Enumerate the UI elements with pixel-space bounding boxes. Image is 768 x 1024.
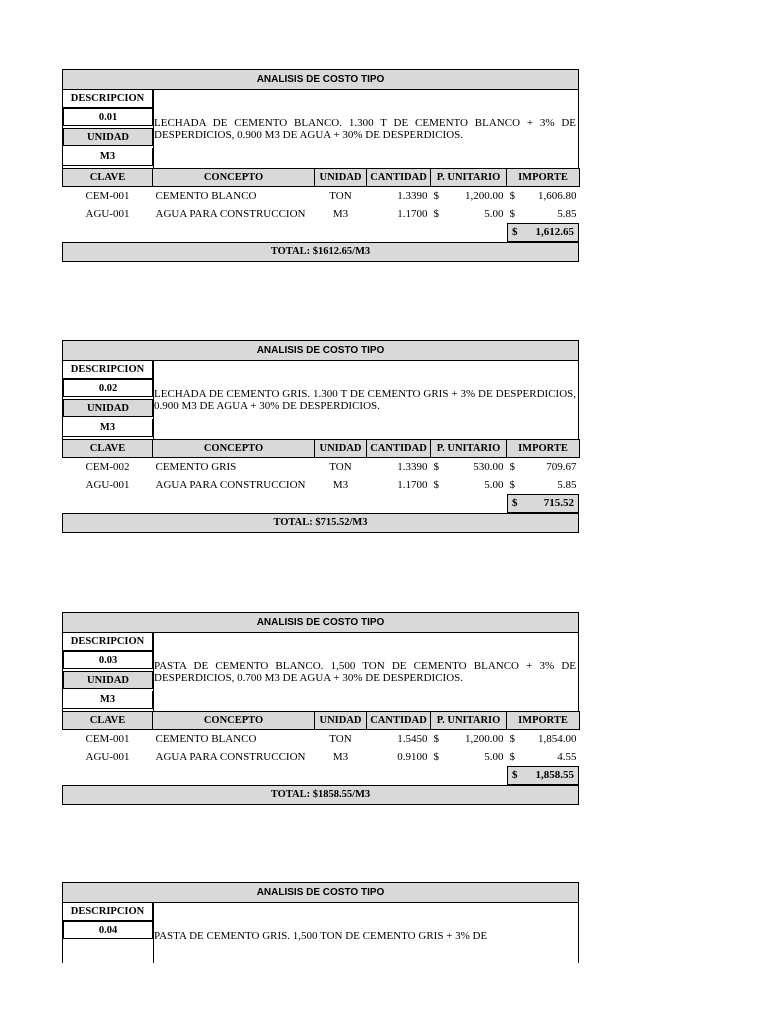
punitario-value: 5.00 — [484, 208, 504, 220]
cantidad-cell: 1.3390 — [397, 190, 428, 202]
col-cantidad: CANTIDAD — [367, 712, 431, 730]
clave-cell: CEM-001 — [85, 733, 130, 745]
cantidad-cell: 1.3390 — [397, 461, 428, 473]
sheet-head-block — [62, 903, 579, 963]
importe-value: 1,854.00 — [538, 733, 577, 745]
table-row — [63, 476, 580, 494]
currency-symbol: $ — [512, 226, 518, 238]
clave-cell: AGU-001 — [85, 751, 130, 763]
currency-symbol: $ — [433, 751, 439, 763]
column-header-row — [63, 169, 580, 187]
currency-symbol: $ — [433, 208, 439, 220]
importe-cell — [507, 205, 580, 223]
importe-cell — [507, 458, 580, 477]
code-value: 0.04 — [63, 921, 153, 939]
descripcion-label: DESCRIPCION — [63, 633, 153, 651]
punitario-value: 5.00 — [484, 479, 504, 491]
importe-value: 5.85 — [557, 479, 577, 491]
currency-symbol: $ — [433, 461, 439, 473]
clave-cell: AGU-001 — [85, 479, 130, 491]
col-concepto: CONCEPTO — [153, 440, 315, 458]
subtotal-row — [62, 494, 579, 513]
col-importe: IMPORTE — [507, 169, 580, 187]
col-cantidad: CANTIDAD — [367, 169, 431, 187]
subtotal-value: 1,612.65 — [535, 226, 574, 238]
col-concepto: CONCEPTO — [153, 169, 315, 187]
currency-symbol: $ — [509, 208, 515, 220]
unidad-label: UNIDAD — [63, 671, 153, 689]
description-text: LECHADA DE CEMENTO GRIS. 1.300 T DE CEMENTO GRIS + 3% DE DESPERDICIOS, 0.900 M3 DE AGUA + 30% DE DESPERDICIOS. — [154, 388, 576, 412]
unidad-cell: TON — [329, 190, 352, 202]
subtotal-box — [507, 494, 579, 513]
unit-value: M3 — [63, 148, 153, 166]
cost-sheet-2 — [62, 340, 579, 533]
col-unidad: UNIDAD — [315, 169, 367, 187]
col-importe: IMPORTE — [507, 440, 580, 458]
table-row — [63, 748, 580, 766]
importe-value: 1,606.80 — [538, 190, 577, 202]
punitario-cell — [431, 187, 507, 206]
importe-value: 709.67 — [546, 461, 577, 473]
punitario-cell — [431, 730, 507, 749]
sheet-header: ANALISIS DE COSTO TIPO — [62, 340, 579, 361]
col-unidad: UNIDAD — [315, 712, 367, 730]
currency-symbol: $ — [512, 497, 518, 509]
subtotal-box — [507, 766, 579, 785]
cost-table — [62, 168, 580, 223]
cost-sheet-4 — [62, 882, 579, 963]
col-punitario: P. UNITARIO — [431, 440, 507, 458]
cantidad-cell: 1.5450 — [397, 733, 428, 745]
punitario-value: 530.00 — [473, 461, 504, 473]
cantidad-cell: 1.1700 — [397, 479, 428, 491]
unit-value: M3 — [63, 691, 153, 709]
table-row — [63, 187, 580, 206]
sheet-header: ANALISIS DE COSTO TIPO — [62, 69, 579, 90]
currency-symbol: $ — [433, 190, 439, 202]
subtotal-value: 1,858.55 — [535, 769, 574, 781]
description-text: LECHADA DE CEMENTO BLANCO. 1.300 T DE CEMENTO BLANCO + 3% DE DESPERDICIOS, 0.900 M3 DE AGUA + 30% DE DESPERDICIOS. — [154, 117, 576, 141]
punitario-cell — [431, 205, 507, 223]
descripcion-label: DESCRIPCION — [63, 903, 153, 921]
code-value: 0.03 — [63, 651, 153, 669]
cost-table — [62, 439, 580, 494]
sheet-head-block — [62, 633, 579, 711]
punitario-cell — [431, 748, 507, 766]
code-value: 0.01 — [63, 108, 153, 126]
subtotal-value: 715.52 — [543, 497, 574, 509]
col-punitario: P. UNITARIO — [431, 712, 507, 730]
punitario-cell — [431, 458, 507, 477]
description-text: PASTA DE CEMENTO BLANCO. 1,500 TON DE CEMENTO BLANCO + 3% DE DESPERDICIOS, 0.700 M3 DE AGUA + 30% DE DESPERDICIOS. — [154, 660, 576, 684]
unidad-label: UNIDAD — [63, 128, 153, 146]
unidad-cell: M3 — [332, 479, 349, 491]
unit-value: M3 — [63, 419, 153, 437]
code-value: 0.02 — [63, 379, 153, 397]
cost-table — [62, 711, 580, 766]
unidad-cell: TON — [329, 733, 352, 745]
concepto-cell: CEMENTO BLANCO — [155, 190, 257, 202]
column-header-row — [63, 712, 580, 730]
cost-sheet-3 — [62, 612, 579, 805]
concepto-cell: CEMENTO BLANCO — [155, 733, 257, 745]
cantidad-cell: 1.1700 — [397, 208, 428, 220]
currency-symbol: $ — [509, 461, 515, 473]
subtotal-row — [62, 766, 579, 785]
col-unidad: UNIDAD — [315, 440, 367, 458]
punitario-value: 1,200.00 — [465, 733, 504, 745]
unidad-cell: TON — [329, 461, 352, 473]
total-row: TOTAL: $1612.65/M3 — [62, 242, 579, 262]
col-punitario: P. UNITARIO — [431, 169, 507, 187]
col-importe: IMPORTE — [507, 712, 580, 730]
importe-cell — [507, 476, 580, 494]
punitario-value: 5.00 — [484, 751, 504, 763]
subtotal-box — [507, 223, 579, 242]
description-text: PASTA DE CEMENTO GRIS. 1,500 TON DE CEMENTO GRIS + 3% DE — [154, 930, 488, 942]
importe-cell — [507, 187, 580, 206]
clave-cell: CEM-002 — [85, 461, 130, 473]
importe-cell — [507, 730, 580, 749]
subtotal-row — [62, 223, 579, 242]
currency-symbol: $ — [433, 479, 439, 491]
sheet-head-block — [62, 361, 579, 439]
currency-symbol: $ — [509, 751, 515, 763]
table-row — [63, 458, 580, 477]
descripcion-label: DESCRIPCION — [63, 361, 153, 379]
unidad-label: UNIDAD — [63, 399, 153, 417]
column-header-row — [63, 440, 580, 458]
descripcion-label: DESCRIPCION — [63, 90, 153, 108]
total-row: TOTAL: $1858.55/M3 — [62, 785, 579, 805]
currency-symbol: $ — [509, 733, 515, 745]
total-row: TOTAL: $715.52/M3 — [62, 513, 579, 533]
importe-value: 5.85 — [557, 208, 577, 220]
col-clave: CLAVE — [63, 712, 153, 730]
sheet-header: ANALISIS DE COSTO TIPO — [62, 882, 579, 903]
col-concepto: CONCEPTO — [153, 712, 315, 730]
currency-symbol: $ — [509, 479, 515, 491]
currency-symbol: $ — [509, 190, 515, 202]
col-cantidad: CANTIDAD — [367, 440, 431, 458]
concepto-cell: CEMENTO GRIS — [155, 461, 237, 473]
punitario-cell — [431, 476, 507, 494]
currency-symbol: $ — [433, 733, 439, 745]
punitario-value: 1,200.00 — [465, 190, 504, 202]
col-clave: CLAVE — [63, 440, 153, 458]
sheet-head-block — [62, 90, 579, 168]
sheet-header: ANALISIS DE COSTO TIPO — [62, 612, 579, 633]
concepto-cell: AGUA PARA CONSTRUCCION — [155, 208, 306, 220]
clave-cell: AGU-001 — [85, 208, 130, 220]
table-row — [63, 205, 580, 223]
unidad-cell: M3 — [332, 751, 349, 763]
cost-sheet-1 — [62, 69, 579, 262]
clave-cell: CEM-001 — [85, 190, 130, 202]
importe-cell — [507, 748, 580, 766]
unidad-cell: M3 — [332, 208, 349, 220]
concepto-cell: AGUA PARA CONSTRUCCION — [155, 479, 306, 491]
concepto-cell: AGUA PARA CONSTRUCCION — [155, 751, 306, 763]
importe-value: 4.55 — [557, 751, 577, 763]
currency-symbol: $ — [512, 769, 518, 781]
cantidad-cell: 0.9100 — [397, 751, 428, 763]
table-row — [63, 730, 580, 749]
col-clave: CLAVE — [63, 169, 153, 187]
